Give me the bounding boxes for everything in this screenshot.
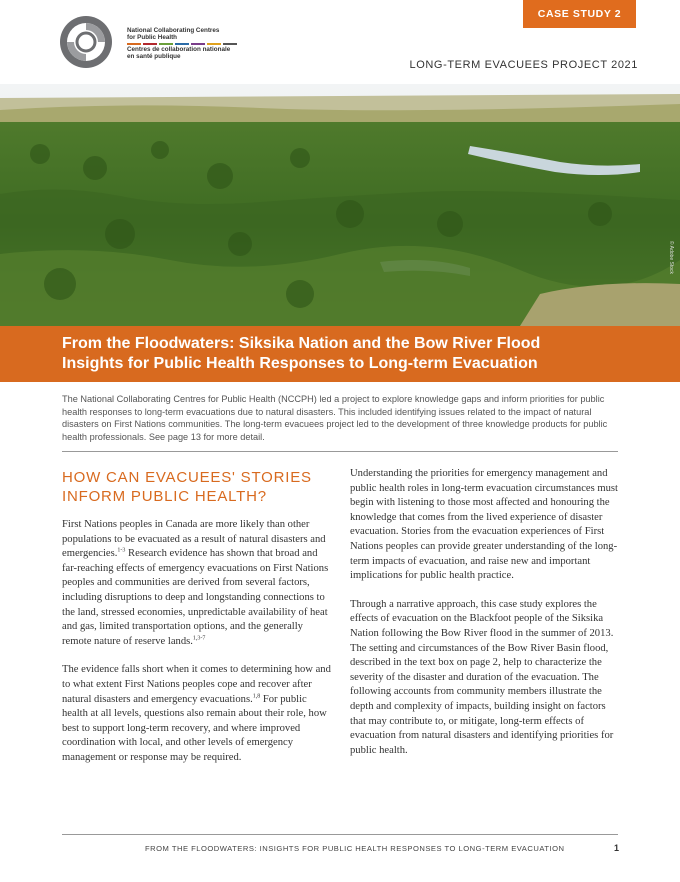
landscape-illustration xyxy=(0,84,680,326)
nccph-logo xyxy=(58,14,114,70)
text: For public health at all levels, questions also remain about their role, how best to support long-term recovery, and where improved coordination with local, and other levels of emergency management or response may be required. xyxy=(62,693,327,763)
photo-credit: © Adobe Stock xyxy=(668,240,674,274)
intro-paragraph: The National Collaborating Centres for Public Health (NCCPH) led a project to explore knowledge gaps and inform priorities for public health responses to long-term evacuations due to natural disasters. This included identifying issues related to the impact of natural disasters on First Nations communities. The long-term evacuees project led to the development of three knowledge products for public health professionals. See page 13 for more detail. xyxy=(62,394,608,442)
org-name-fr-1: Centres de collaboration nationale xyxy=(127,46,231,53)
paragraph xyxy=(62,663,334,765)
title-line-2: Insights for Public Health Responses to Long-term Evacuation xyxy=(62,355,538,372)
org-name xyxy=(127,27,237,60)
color-swatch xyxy=(223,43,237,45)
project-title: LONG-TERM EVACUEES PROJECT 2021 xyxy=(409,59,638,71)
color-swatch xyxy=(143,43,157,45)
divider xyxy=(62,451,618,452)
landscape-photo xyxy=(0,84,680,326)
color-swatch xyxy=(191,43,205,45)
org-color-bar xyxy=(127,43,237,45)
left-column xyxy=(62,518,334,780)
section-heading: HOW CAN EVACUEES' STORIES INFORM PUBLIC HEALTH? xyxy=(62,469,312,505)
org-name-en-1: National Collaborating Centres xyxy=(127,27,220,34)
case-study-badge: CASE STUDY 2 xyxy=(523,0,636,28)
paragraph xyxy=(62,518,334,649)
reference: 1,8 xyxy=(252,693,261,699)
text: The evidence falls short when it comes to determining how and to what extent First Nations peoples cope and recover after natural disasters and emergency evacuations. xyxy=(62,664,331,705)
right-column xyxy=(350,467,620,772)
color-swatch xyxy=(207,43,221,45)
org-name-en-2: for Public Health xyxy=(127,34,178,41)
reference: 1,3-7 xyxy=(192,635,206,642)
page-number: 1 xyxy=(614,843,620,853)
reference: 1-3 xyxy=(117,547,126,554)
text: First Nations peoples in Canada are more likely than other populations to be evacuated as a result of natural disasters and emergencies. xyxy=(62,519,326,560)
title-banner xyxy=(0,326,680,382)
footer-divider xyxy=(62,834,618,835)
paragraph: Understanding the priorities for emergency management and public health roles in long-term evacuation circumstances must begin with listening to those most affected and honouring the knowledge that comes from the lived experience of disaster evacuation. Stories from the evacuation experiences of First Nations peoples can provide greater understanding of the long-term impacts of evacuation, and raise new and important implications for public health practice. xyxy=(350,468,618,582)
footer-title: FROM THE FLOODWATERS: INSIGHTS FOR PUBLIC HEALTH RESPONSES TO LONG-TERM EVACUATION xyxy=(145,844,565,853)
color-swatch xyxy=(127,43,141,45)
org-name-fr-2: en santé publique xyxy=(127,53,181,60)
paragraph: Through a narrative approach, this case study explores the effects of evacuation on the Blackfoot people of the Siksika Nation following the Bow River flood in the summer of 2013. The setting and circumstances of the Bow River Basin flood, described in the text box on page 2, help to characterize the severity of the disaster and duration of the evacuation. The following accounts from community members illustrate the depth and complexity of impacts, building insight on factors that may contribute to, or mitigate, long-term effects of evacuation from natural disasters and identifying priorities for public health. xyxy=(350,598,614,756)
color-swatch xyxy=(175,43,189,45)
color-swatch xyxy=(159,43,173,45)
title-line-1: From the Floodwaters: Siksika Nation and the Bow River Flood xyxy=(62,335,541,352)
text: Research evidence has shown that broad and far-reaching effects of emergency evacuations on First Nations peoples and communities are derived from several factors, including disruptions to deep and longstanding connections to the land, stressed economies, unpredictable availability of heat and gas, limited transportation options, and the generally remote nature of reserve lands. xyxy=(62,548,329,647)
